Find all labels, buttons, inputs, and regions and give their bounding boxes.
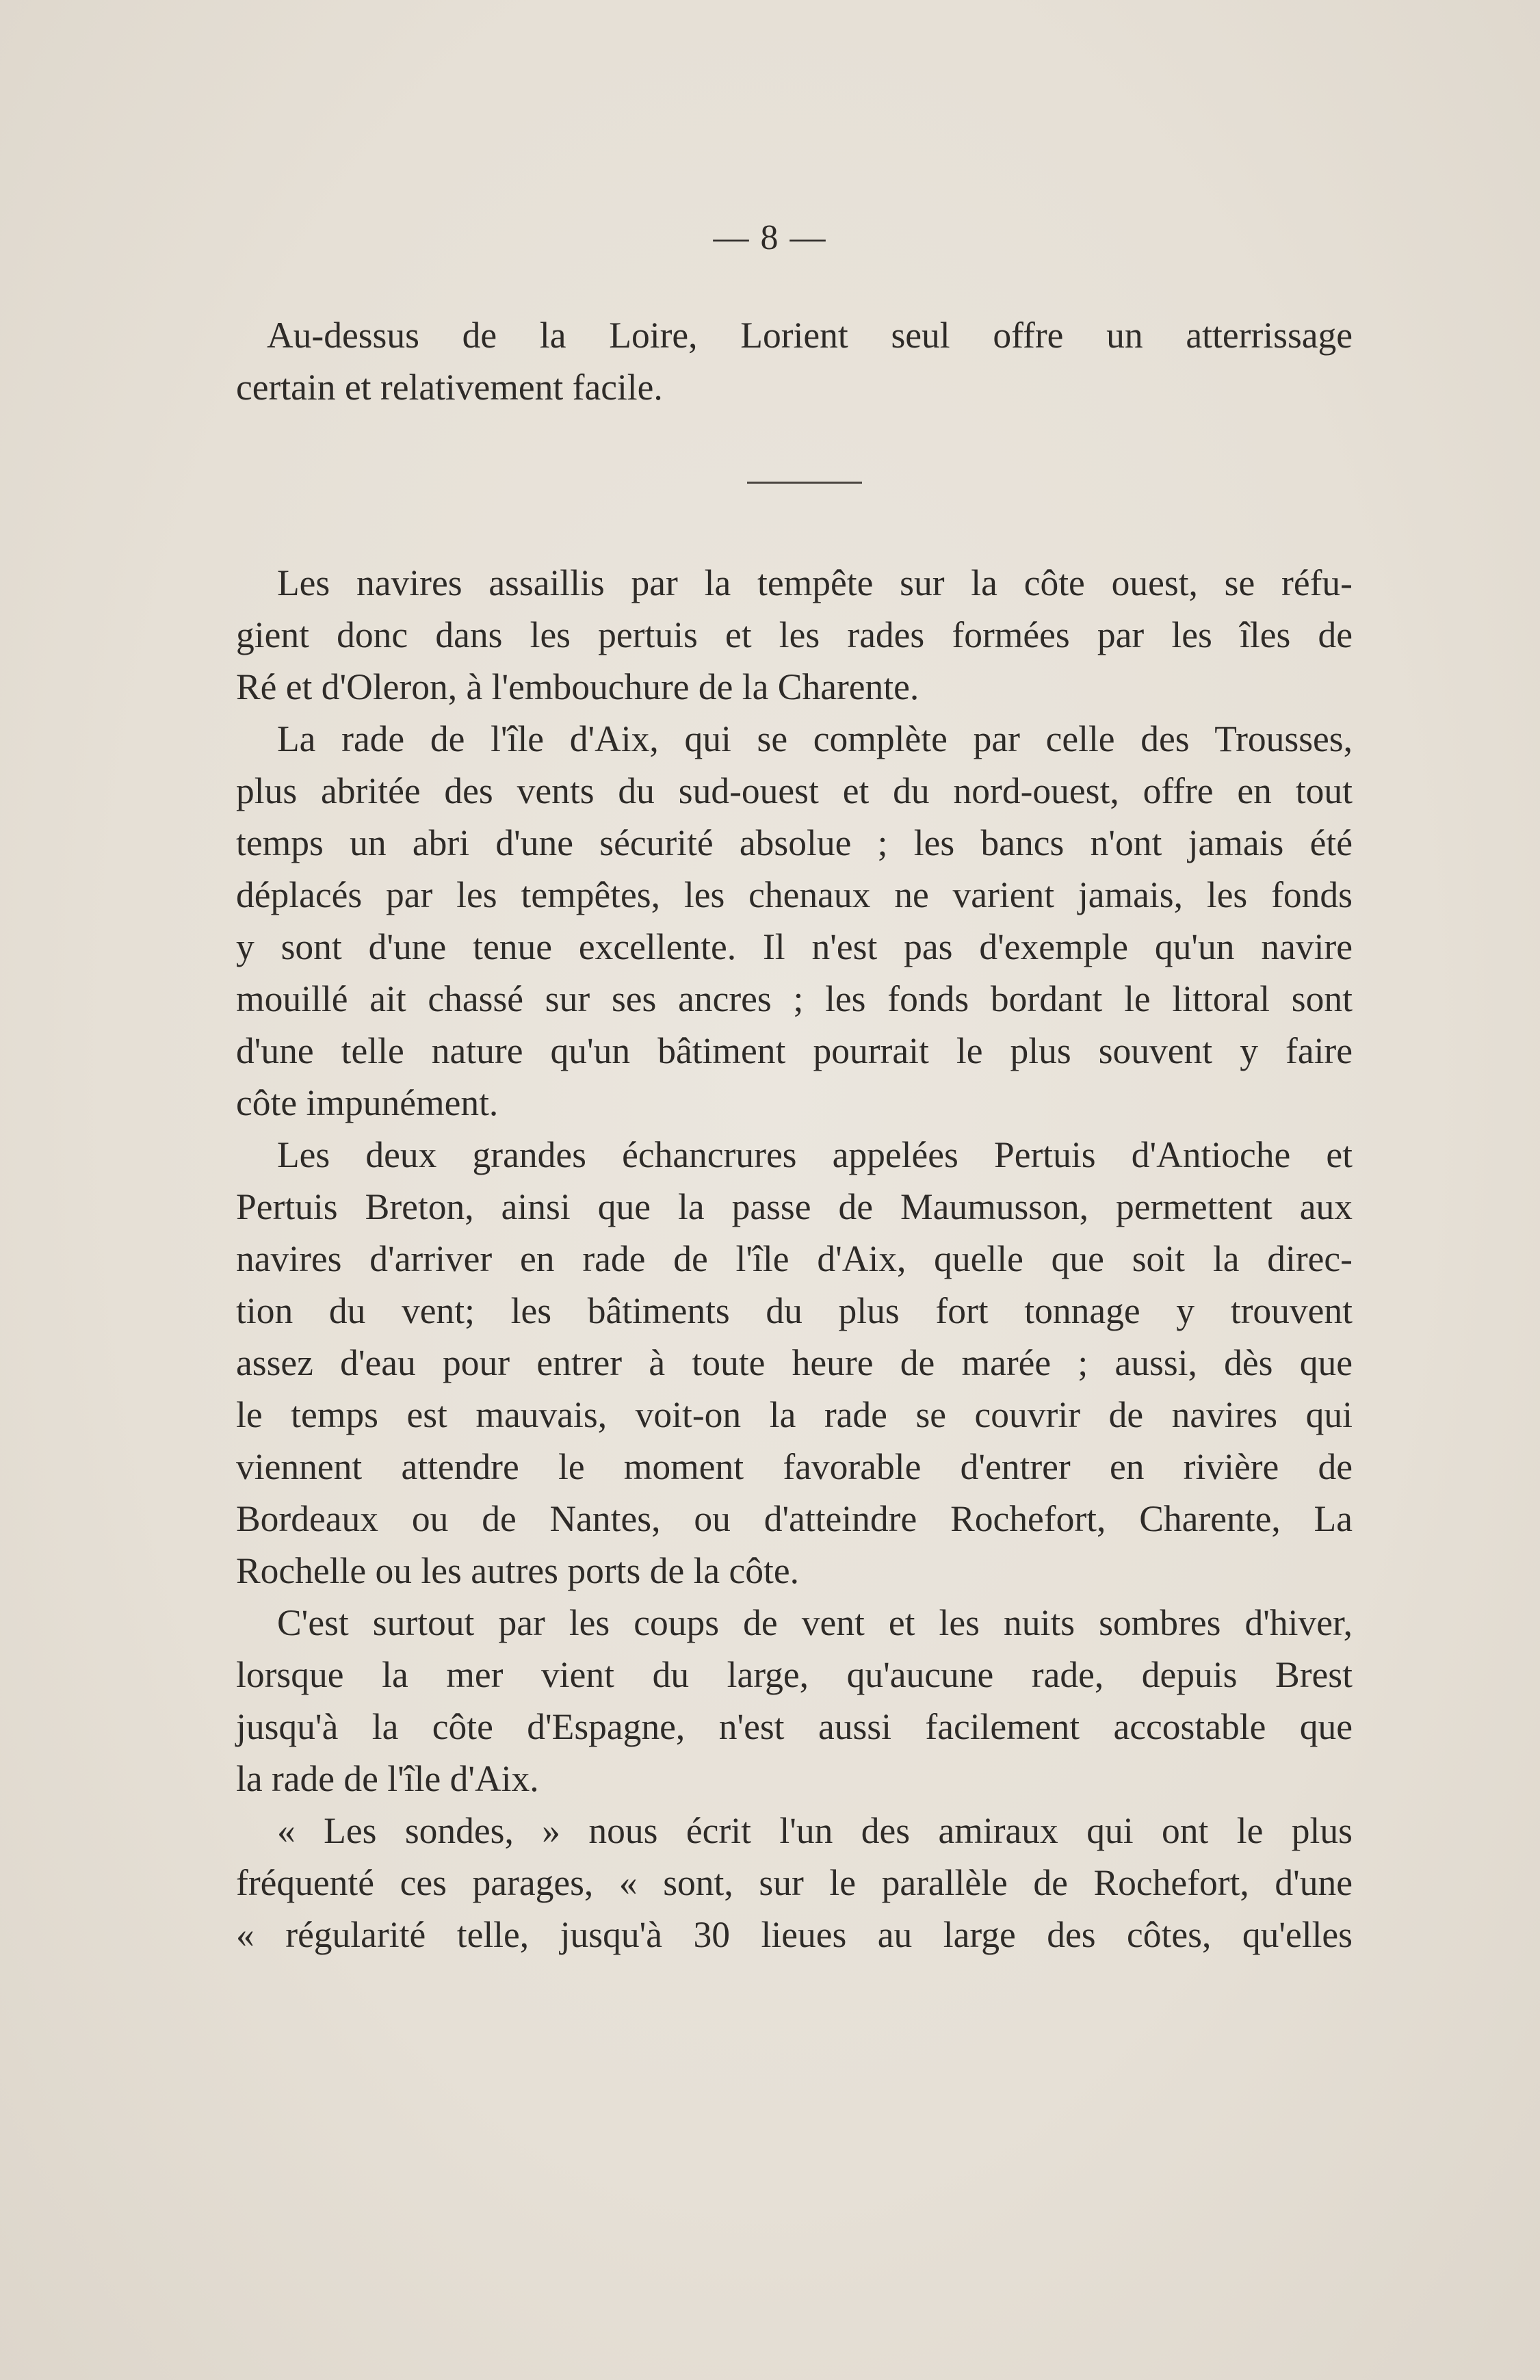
text-line: Les navires assaillis par la tempête sur la côte ouest, se réfu- — [277, 562, 1353, 603]
text-line: assez d'eau pour entrer à toute heure de marée ; aussi, dès que — [236, 1342, 1353, 1383]
text-line: lorsque la mer vient du large, qu'aucune rade, depuis Brest — [236, 1654, 1353, 1695]
text-line: y sont d'une tenue excellente. Il n'est pas d'exemple qu'un navire — [236, 926, 1353, 967]
text-line: Ré et d'Oleron, à l'embouchure de la Charente. — [236, 666, 919, 707]
text-line: Bordeaux ou de Nantes, ou d'atteindre Rochefort, Charente, La — [236, 1498, 1353, 1539]
text-line: fréquenté ces parages, « sont, sur le parallèle de Rochefort, d'une — [236, 1862, 1353, 1903]
text-line: tion du vent; les bâtiments du plus fort tonnage y trouvent — [236, 1290, 1353, 1331]
text-line: temps un abri d'une sécurité absolue ; les bancs n'ont jamais été — [236, 822, 1353, 863]
text-line: Pertuis Breton, ainsi que la passe de Maumusson, permettent aux — [236, 1186, 1353, 1227]
text-line: « Les sondes, » nous écrit l'un des amiraux qui ont le plus — [277, 1810, 1353, 1851]
text-line: gient donc dans les pertuis et les rades formées par les îles de — [236, 614, 1353, 655]
text-line: Au-dessus de la Loire, Lorient seul offre un atterrissage — [267, 315, 1353, 356]
text-line: certain et relativement facile. — [236, 367, 663, 408]
text-line: plus abritée des vents du sud-ouest et du nord-ouest, offre en tout — [236, 770, 1353, 811]
text-line: mouillé ait chassé sur ses ancres ; les fonds bordant le littoral sont — [236, 978, 1353, 1019]
text-line: C'est surtout par les coups de vent et les nuits sombres d'hiver, — [277, 1602, 1353, 1643]
text-line: navires d'arriver en rade de l'île d'Aix, quelle que soit la direc- — [236, 1238, 1353, 1279]
text-line: déplacés par les tempêtes, les chenaux ne varient jamais, les fonds — [236, 874, 1353, 915]
section-divider — [747, 482, 862, 484]
text-line: le temps est mauvais, voit-on la rade se couvrir de navires qui — [236, 1394, 1353, 1435]
text-line: « régularité telle, jusqu'à 30 lieues au large des côtes, qu'elles — [236, 1914, 1353, 1955]
text-line: La rade de l'île d'Aix, qui se complète par celle des Trousses, — [277, 718, 1353, 759]
text-line: Rochelle ou les autres ports de la côte. — [236, 1550, 800, 1591]
text-line: Les deux grandes échancrures appelées Pertuis d'Antioche et — [277, 1134, 1353, 1175]
text-line: côte impunément. — [236, 1082, 499, 1123]
text-line: jusqu'à la côte d'Espagne, n'est aussi facilement accostable que — [236, 1706, 1353, 1747]
text-line: viennent attendre le moment favorable d'entrer en rivière de — [236, 1446, 1353, 1487]
page-number: — 8 — — [713, 218, 827, 257]
text-line: la rade de l'île d'Aix. — [236, 1758, 539, 1799]
text-line: d'une telle nature qu'un bâtiment pourrait le plus souvent y faire — [236, 1030, 1353, 1071]
